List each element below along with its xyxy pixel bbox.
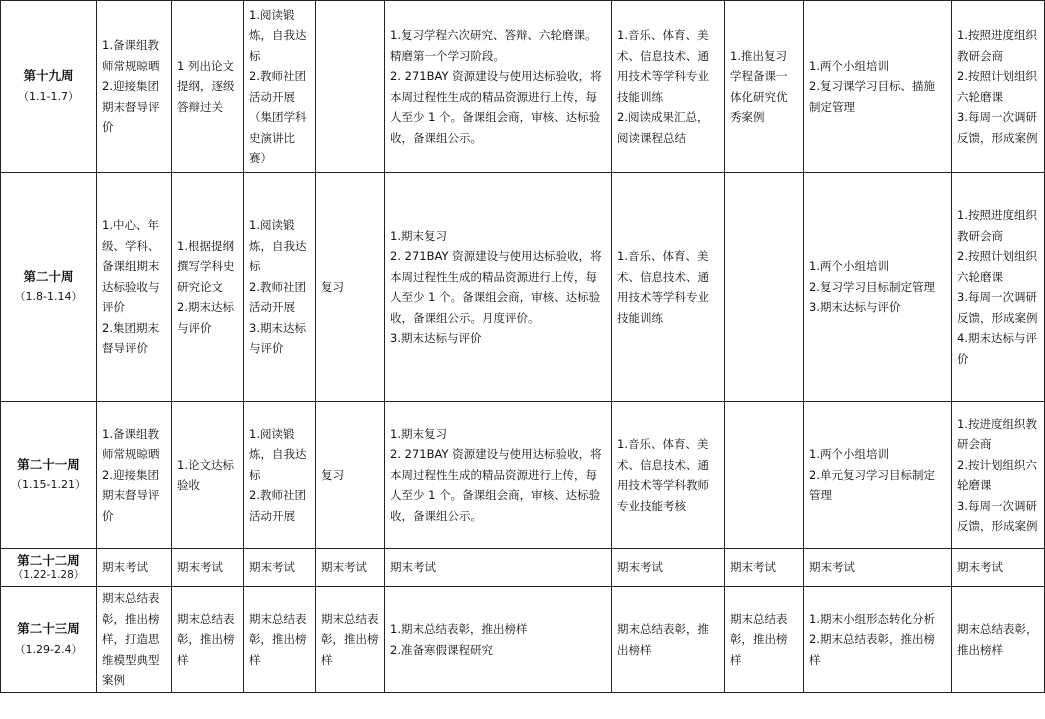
table-row xyxy=(1,1,1045,173)
table-cell: 期末考试 xyxy=(244,549,316,587)
week-cell xyxy=(1,173,97,402)
table-cell: 1.期末总结表彰，推出榜样 2.准备寒假课程研究 xyxy=(385,587,612,693)
table-row xyxy=(1,549,1045,587)
table-row xyxy=(1,173,1045,402)
table-cell: 1.音乐、体育、美术、信息技术、通用技术等学科专业技能训练 2.阅读成果汇总，阅读课程总结 xyxy=(612,1,725,173)
week-cell xyxy=(1,402,97,549)
table-cell: 1.中心、年级、学科、备课组期末达标验收与评价 2.集团期末督导评价 xyxy=(97,173,172,402)
table-cell: 期末考试 xyxy=(952,549,1045,587)
week-date-range: （1.29-2.4） xyxy=(14,642,83,656)
table-cell: 1.备课组教师常规晾晒 2.迎接集团期末督导评价 xyxy=(97,1,172,173)
table-cell: 期末考试 xyxy=(612,549,725,587)
table-cell: 1.期末小组形态转化分析 2.期末总结表彰，推出榜样 xyxy=(804,587,952,693)
table-cell: 1.两个小组培训 2.复习学习目标制定管理 3.期末达标与评价 xyxy=(804,173,952,402)
table-cell: 1.备课组教师常规晾晒 2.迎接集团期末督导评价 xyxy=(97,402,172,549)
table-cell xyxy=(725,173,804,402)
week-cell xyxy=(1,1,97,173)
week-cell xyxy=(1,587,97,693)
week-name: 第二十周 xyxy=(23,268,74,284)
table-cell: 1.音乐、体育、美术、信息技术、通用技术等学科专业技能训练 xyxy=(612,173,725,402)
week-name: 第二十三周 xyxy=(17,621,80,636)
week-cell xyxy=(1,549,97,587)
table-cell xyxy=(316,1,385,173)
table-cell: 1 列出论文提纲，逐级答辩过关 xyxy=(172,1,244,173)
table-cell: 期末考试 xyxy=(316,549,385,587)
table-cell: 1.音乐、体育、美术、信息技术、通用技术等学科教师专业技能考核 xyxy=(612,402,725,549)
table-cell: 1.阅读锻炼，自我达标 2.教师社团活动开展 xyxy=(244,402,316,549)
table-cell: 期末考试 xyxy=(725,549,804,587)
table-cell: 期末考试 xyxy=(385,549,612,587)
table-cell: 1.按进度组织教研会商 2.按计划组织六轮磨课 3.每周一次调研反馈，形成案例 xyxy=(952,402,1045,549)
table-cell: 1.复习学程六次研究、答辩、六轮磨课。精磨第一个学习阶段。 2. 271BAY 资源建设与使用达标验收，将本周过程性生成的精品资源进行上传，每人至少 1 个。备课组会商，审核、达标验收，备课组公示。 xyxy=(385,1,612,173)
table-cell: 期末总结表彰，推出榜样 xyxy=(172,587,244,693)
week-date-range: （1.15-1.21） xyxy=(11,478,86,491)
table-cell: 1.阅读锻炼，自我达标 2.教师社团活动开展 3.期末达标与评价 xyxy=(244,173,316,402)
table-cell: 期末考试 xyxy=(172,549,244,587)
week-name: 第二十二周 xyxy=(17,553,80,568)
table-cell: 1.阅读锻炼，自我达标 2.教师社团活动开展（集团学科史演讲比赛） xyxy=(244,1,316,173)
table-cell: 期末总结表彰，推出榜样 xyxy=(316,587,385,693)
table-cell: 复习 xyxy=(316,402,385,549)
table-cell: 1.按照进度组织教研会商 2.按照计划组织六轮磨课 3.每周一次调研反馈，形成案例 xyxy=(952,1,1045,173)
table-cell: 1.推出复习学程备课一体化研究优秀案例 xyxy=(725,1,804,173)
table-cell: 1.根据提纲撰写学科史研究论文 2.期末达标与评价 xyxy=(172,173,244,402)
table-cell: 期末总结表彰，推出榜样，打造思维模型典型案例 xyxy=(97,587,172,693)
table-cell: 1.期末复习 2. 271BAY 资源建设与使用达标验收，将本周过程性生成的精品资源进行上传，每人至少 1 个。备课组会商，审核、达标验收，备课组公示。 xyxy=(385,402,612,549)
week-date-range: （1.8-1.14） xyxy=(14,290,83,303)
table-row xyxy=(1,587,1045,693)
table-cell: 1.两个小组培训 2.单元复习学习目标制定管理 xyxy=(804,402,952,549)
table-cell: 复习 xyxy=(316,173,385,402)
table-cell: 1.论文达标验收 xyxy=(172,402,244,549)
table-cell: 1.按照进度组织教研会商 2.按照计划组织六轮磨课 3.每周一次调研反馈，形成案例 4.期末达标与评价 xyxy=(952,173,1045,402)
week-date-range: （1.22-1.28） xyxy=(12,569,85,581)
week-name: 第十九周 xyxy=(23,68,74,83)
table-cell: 1.两个小组培训 2.复习课学习目标、描施制定管理 xyxy=(804,1,952,173)
table-cell: 期末考试 xyxy=(97,549,172,587)
table-cell: 1.期末复习 2. 271BAY 资源建设与使用达标验收，将本周过程性生成的精品资源进行上传，每人至少 1 个。备课组会商，审核、达标验收，备课组公示。月度评价。 3.期末达标与评价 xyxy=(385,173,612,402)
table-cell: 期末考试 xyxy=(804,549,952,587)
table-cell: 期末总结表彰，推出榜样 xyxy=(952,587,1045,693)
week-date-range: （1.1-1.7） xyxy=(18,89,79,103)
table-cell: 期末总结表彰，推出榜样 xyxy=(725,587,804,693)
table-cell xyxy=(725,402,804,549)
table-row xyxy=(1,402,1045,549)
table-cell: 期末总结表彰，推出榜样 xyxy=(612,587,725,693)
week-name: 第二十一周 xyxy=(17,456,80,472)
table-cell: 期末总结表彰，推出榜样 xyxy=(244,587,316,693)
